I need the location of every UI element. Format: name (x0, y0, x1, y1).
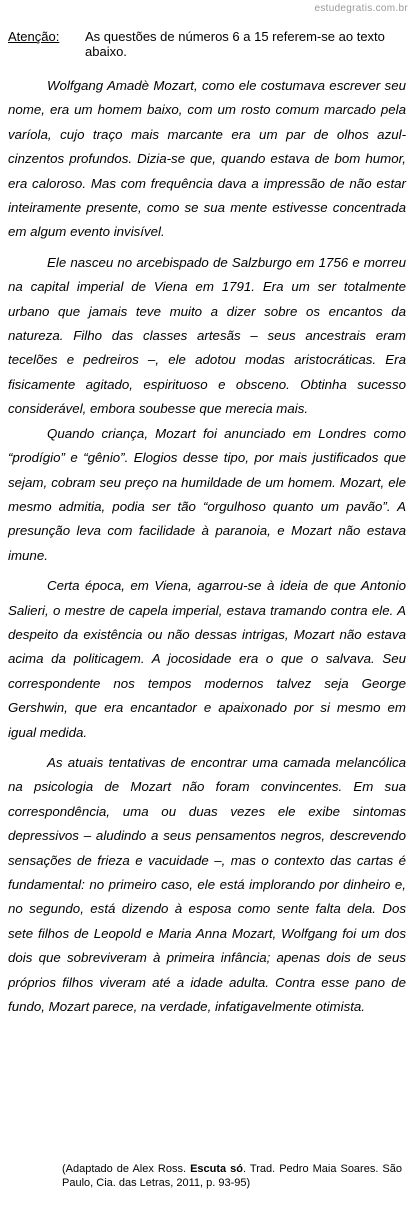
site-watermark: estudegratis.com.br (314, 3, 408, 14)
citation-suffix: . Trad. Pedro Maia Soares. São Paulo, Cia. das Letras, 2011, p. 93-95) (62, 1163, 402, 1189)
attention-label: Atenção: (8, 29, 60, 44)
citation-prefix: (Adaptado de Alex Ross. (62, 1163, 191, 1175)
attention-text: As questões de números 6 a 15 referem-se ao texto abaixo. (85, 29, 385, 59)
article-text (8, 74, 406, 1019)
question-header (8, 29, 406, 59)
paragraph-4: Certa época, em Viena, agarrou-se à ideia de que Antonio Salieri, o mestre de capela imperial, estava tramando contra ele. A despeito da existência ou não dessas intrigas, Mozart não estava acima da politicagem. A jocosidade era o que o salvava. Seu correspondente nos tempos modernos talvez seja George Gershwin, que era encantador e apaixonado por si mesmo em igual medida. (8, 578, 406, 740)
paragraph-3: Quando criança, Mozart foi anunciado em Londres como “prodígio” e “gênio”. Elogios desse tipo, por mais justificados que sejam, cobram seu preço na humildade de um homem. Mozart, ele mesmo admitia, podia ser tão “orgulhoso quanto um pavão”. A presunção leva com facilidade à paranoia, e Mozart não estava imune. (8, 425, 406, 563)
source-citation (62, 1162, 402, 1190)
paragraph-2: Ele nasceu no arcebispado de Salzburgo em 1756 e morreu na capital imperial de Viena em 1791. Era um ser totalmente urbano que jamais teve muito a dizer sobre os encantos da natureza. Filho das classes artesãs – seus ancestrais eram tecelões e pedreiros –, ele adotou modas aristocráticas. Era fisicamente agitado, espirituoso e obsceno. Obtinha sucesso considerável, embora soubesse que merecia mais. (8, 254, 406, 417)
paragraph-1: Wolfgang Amadè Mozart, como ele costumava escrever seu nome, era um homem baixo, com um rosto comum marcado pela varíola, cujo traço mais marcante era um par de olhos azul-cinzentos profundos. Dizia-se que, quando estava de bom humor, era caloroso. Mas com frequência dava a impressão de não estar inteiramente presente, como se sua mente estivesse concentrada em algum evento invisível. (8, 78, 406, 240)
paragraph-5: As atuais tentativas de encontrar uma camada melancólica na psicologia de Mozart não foram convincentes. Em sua correspondência, uma ou duas vezes ele exibe sintomas depressivos – aludindo a seus pensamentos negros, descrevendo sensações de frieza e vacuidade –, mas o contexto das cartas é fundamental: no primeiro caso, ele está implorando por dinheiro e, no segundo, está dizendo à esposa como sente falta dela. Dos sete filhos de Leopold e Maria Anna Mozart, Wolfgang foi um dos dois que sobreviveram à primeira infância; apenas dois de seus próprios filhos viveram até a idade adulta. Contra esse pano de fundo, Mozart parece, na verdade, infatigavelmente otimista. (8, 754, 406, 1015)
citation-book-title: Escuta só (190, 1163, 244, 1175)
